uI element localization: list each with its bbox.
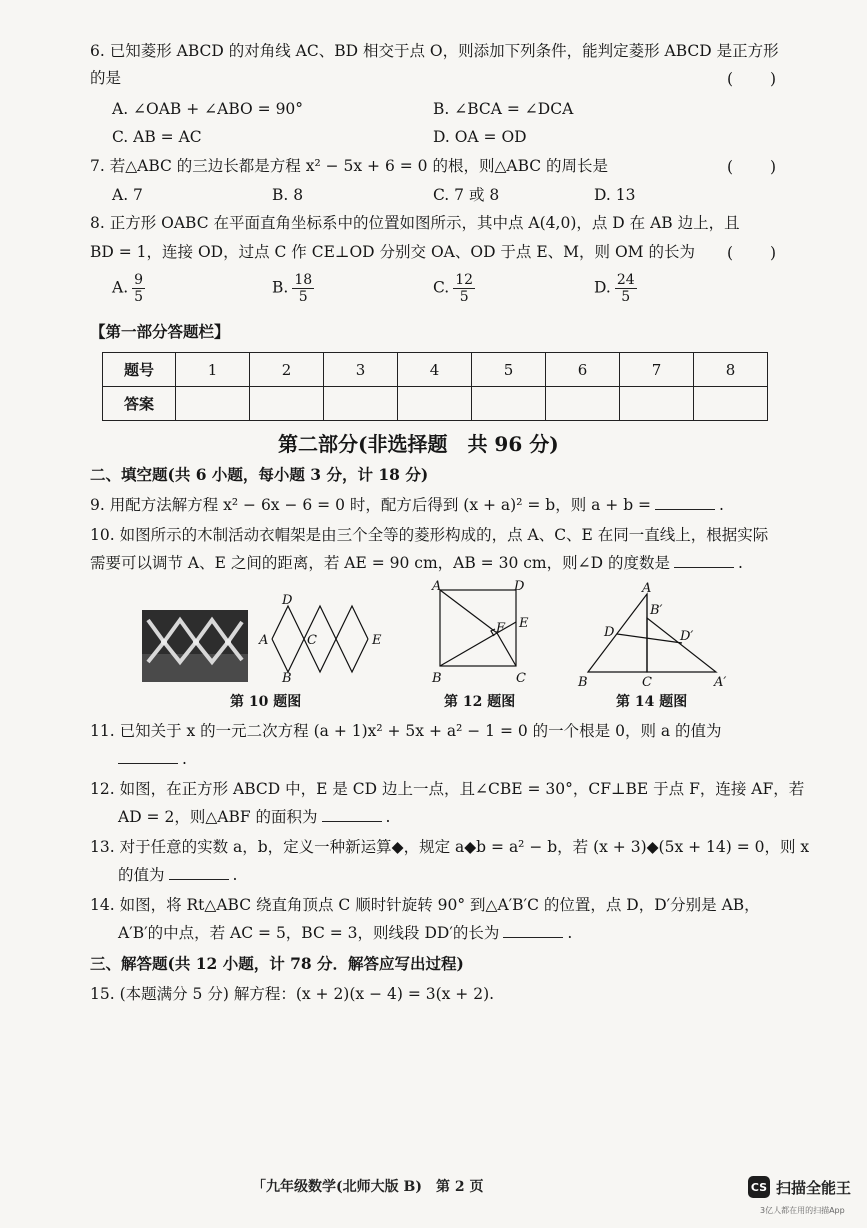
q10-answer-blank[interactable] bbox=[674, 567, 734, 568]
q6-line2: 的是 bbox=[90, 69, 122, 87]
q7-option-d: D. 13 bbox=[594, 186, 636, 204]
scanner-app-name: 扫描全能王 bbox=[776, 1178, 852, 1197]
q9-answer-blank[interactable] bbox=[655, 509, 715, 510]
answer-cell[interactable] bbox=[250, 387, 324, 421]
label-B: B bbox=[578, 675, 588, 688]
label-C: C bbox=[642, 675, 652, 688]
answer-cell[interactable] bbox=[694, 387, 768, 421]
q13-text: 的值为 bbox=[118, 866, 165, 884]
camscanner-logo-icon: CS bbox=[748, 1176, 770, 1198]
q9-end: . bbox=[719, 496, 724, 514]
label-D-prime: D′ bbox=[680, 629, 694, 644]
numerator: 18 bbox=[294, 272, 313, 288]
denominator: 5 bbox=[459, 289, 469, 305]
label-E: E bbox=[519, 616, 529, 631]
q10-end: . bbox=[737, 554, 743, 572]
answer-cell[interactable] bbox=[620, 387, 694, 421]
row-header-answer: 答案 bbox=[103, 387, 176, 421]
figure-14-diagram bbox=[574, 578, 734, 688]
answer-bar-title: 【第一部分答题栏】 bbox=[90, 322, 230, 341]
answer-table-number-row bbox=[103, 353, 768, 387]
answer-cell[interactable] bbox=[472, 387, 546, 421]
question-number-cell: 7 bbox=[620, 353, 694, 387]
label-E: E bbox=[372, 633, 382, 648]
label-A: A bbox=[642, 581, 652, 596]
question-number-cell: 8 bbox=[694, 353, 768, 387]
answer-cell[interactable] bbox=[324, 387, 398, 421]
label-F: F bbox=[496, 621, 506, 636]
label-A: A bbox=[432, 579, 442, 594]
q8-option-d bbox=[594, 272, 637, 305]
figure-12-diagram bbox=[428, 578, 538, 688]
q10-text: 需要可以调节 A、E 之间的距离，若 AE = 90 cm，AB = 30 cm，则∠D 的度数是 bbox=[90, 554, 670, 572]
q6-option-c: C. AB = AC bbox=[112, 128, 202, 146]
scanner-watermark bbox=[748, 1176, 851, 1198]
q8-answer-paren: ( ) bbox=[727, 244, 779, 262]
label-C: C bbox=[516, 671, 526, 686]
label-D: D bbox=[514, 579, 525, 594]
label-A: A bbox=[259, 633, 269, 648]
q15-line: 15. (本题满分 5 分) 解方程：(x + 2)(x − 4) = 3(x + 2). bbox=[90, 985, 495, 1003]
coat-rack-photo bbox=[142, 610, 248, 682]
question-number-cell: 3 bbox=[324, 353, 398, 387]
q12-answer-blank[interactable] bbox=[322, 821, 382, 822]
q14-answer-blank[interactable] bbox=[503, 937, 563, 938]
q7-answer-paren: ( ) bbox=[727, 158, 779, 176]
fraction bbox=[292, 272, 314, 305]
q7-option-b: B. 8 bbox=[272, 186, 304, 204]
numerator: 24 bbox=[616, 272, 635, 288]
q9-line bbox=[90, 494, 724, 516]
q8-line1: 8. 正方形 OABC 在平面直角坐标系中的位置如图所示，其中点 A(4,0)，点 D 在 AB 边上，且 bbox=[90, 214, 740, 232]
numerator: 9 bbox=[134, 272, 144, 288]
q7-option-a: A. 7 bbox=[112, 186, 143, 204]
figure-14-caption: 第 14 题图 bbox=[616, 694, 688, 710]
q13-answer-blank[interactable] bbox=[169, 879, 229, 880]
q11-line1: 11. 已知关于 x 的一元二次方程 (a + 1)x² + 5x + a² − 1 = 0 的一个根是 0，则 a 的值为 bbox=[90, 722, 722, 740]
q8-option-c-label: C. bbox=[433, 278, 450, 297]
q7-line1: 7. 若△ABC 的三边长都是方程 x² − 5x + 6 = 0 的根，则△ABC 的周长是 bbox=[90, 157, 609, 175]
fraction bbox=[132, 272, 145, 305]
part2-title: 第二部分(非选择题 共 96 分) bbox=[278, 432, 559, 456]
q12-text: AD = 2，则△ABF 的面积为 bbox=[118, 808, 318, 826]
question-number-cell: 6 bbox=[546, 353, 620, 387]
solve-section-title: 三、解答题(共 12 小题，计 78 分．解答应写出过程) bbox=[90, 954, 464, 973]
q6-option-a: A. ∠OAB + ∠ABO = 90° bbox=[112, 100, 304, 118]
q12-line2 bbox=[90, 806, 390, 828]
row-header-number: 题号 bbox=[103, 353, 176, 387]
denominator: 5 bbox=[621, 289, 631, 305]
answer-cell[interactable] bbox=[546, 387, 620, 421]
answer-table-answer-row bbox=[103, 387, 768, 421]
label-D: D bbox=[604, 625, 615, 640]
question-number-cell: 1 bbox=[176, 353, 250, 387]
q8-option-a bbox=[112, 272, 145, 305]
denominator: 5 bbox=[134, 289, 144, 305]
page-footer: 「九年级数学(北师大版 B) 第 2 页 bbox=[252, 1179, 484, 1195]
label-A-prime: A′ bbox=[714, 675, 727, 688]
fill-section-title: 二、填空题(共 6 小题，每小题 3 分，计 18 分) bbox=[90, 465, 429, 484]
q8-option-c bbox=[433, 272, 475, 305]
q14-text: A′B′的中点，若 AC = 5，BC = 3，则线段 DD′的长为 bbox=[118, 924, 500, 942]
q10-line1: 10. 如图所示的木制活动衣帽架是由三个全等的菱形构成的，点 A、C、E 在同一直线上，根据实际 bbox=[90, 526, 769, 544]
figure-10-diagram bbox=[256, 592, 386, 682]
answer-cell[interactable] bbox=[398, 387, 472, 421]
label-B-prime: B′ bbox=[650, 603, 663, 618]
label-B: B bbox=[282, 671, 292, 682]
q8-option-a-label: A. bbox=[112, 278, 129, 297]
q8-option-b-label: B. bbox=[272, 278, 289, 297]
denominator: 5 bbox=[298, 289, 308, 305]
scanner-tagline: 3亿人都在用的扫描App bbox=[760, 1206, 845, 1215]
q9-text: 9. 用配方法解方程 x² − 6x − 6 = 0 时，配方后得到 (x + a)² = b，则 a + b = bbox=[90, 496, 652, 514]
label-B: B bbox=[432, 671, 442, 686]
q6-option-b: B. ∠BCA = ∠DCA bbox=[433, 100, 574, 118]
q14-line2 bbox=[90, 922, 572, 944]
q8-line2: BD = 1，连接 OD，过点 C 作 CE⊥OD 分别交 OA、OD 于点 E、M，则 OM 的长为 bbox=[90, 243, 695, 261]
q12-end: . bbox=[385, 808, 391, 826]
figure-10-caption: 第 10 题图 bbox=[230, 694, 302, 710]
q10-line2 bbox=[90, 552, 743, 574]
q14-end: . bbox=[567, 924, 573, 942]
answer-table bbox=[102, 352, 768, 421]
q13-line2 bbox=[90, 864, 237, 886]
fraction bbox=[453, 272, 475, 305]
q7-option-c: C. 7 或 8 bbox=[433, 186, 500, 204]
q13-line1: 13. 对于任意的实数 a，b，定义一种新运算◆，规定 a◆b = a² − b，若 (x + 3)◆(5x + 14) = 0，则 x bbox=[90, 838, 810, 856]
label-D: D bbox=[282, 593, 293, 608]
q11-end: . bbox=[182, 750, 187, 768]
question-number-cell: 4 bbox=[398, 353, 472, 387]
q6-line1: 6. 已知菱形 ABCD 的对角线 AC、BD 相交于点 O，则添加下列条件，能判定菱形 ABCD 是正方形 bbox=[90, 42, 779, 60]
numerator: 12 bbox=[455, 272, 474, 288]
q14-line1: 14. 如图，将 Rt△ABC 绕直角顶点 C 顺时针旋转 90° 到△A′B′C 的位置，点 D，D′分别是 AB， bbox=[90, 896, 760, 914]
label-C: C bbox=[307, 633, 317, 648]
question-number-cell: 5 bbox=[472, 353, 546, 387]
q11-line2 bbox=[90, 748, 187, 770]
fraction bbox=[615, 272, 637, 305]
question-number-cell: 2 bbox=[250, 353, 324, 387]
q6-option-d: D. OA = OD bbox=[433, 128, 527, 146]
q12-line1: 12. 如图，在正方形 ABCD 中，E 是 CD 边上一点，且∠CBE = 30°，CF⊥BE 于点 F，连接 AF，若 bbox=[90, 780, 805, 798]
figure-12-caption: 第 12 题图 bbox=[444, 694, 516, 710]
q8-option-d-label: D. bbox=[594, 278, 611, 297]
answer-cell[interactable] bbox=[176, 387, 250, 421]
q6-answer-paren: ( ) bbox=[727, 70, 779, 88]
q8-option-b bbox=[272, 272, 314, 305]
q11-answer-blank[interactable] bbox=[118, 763, 178, 764]
q13-end: . bbox=[232, 866, 238, 884]
